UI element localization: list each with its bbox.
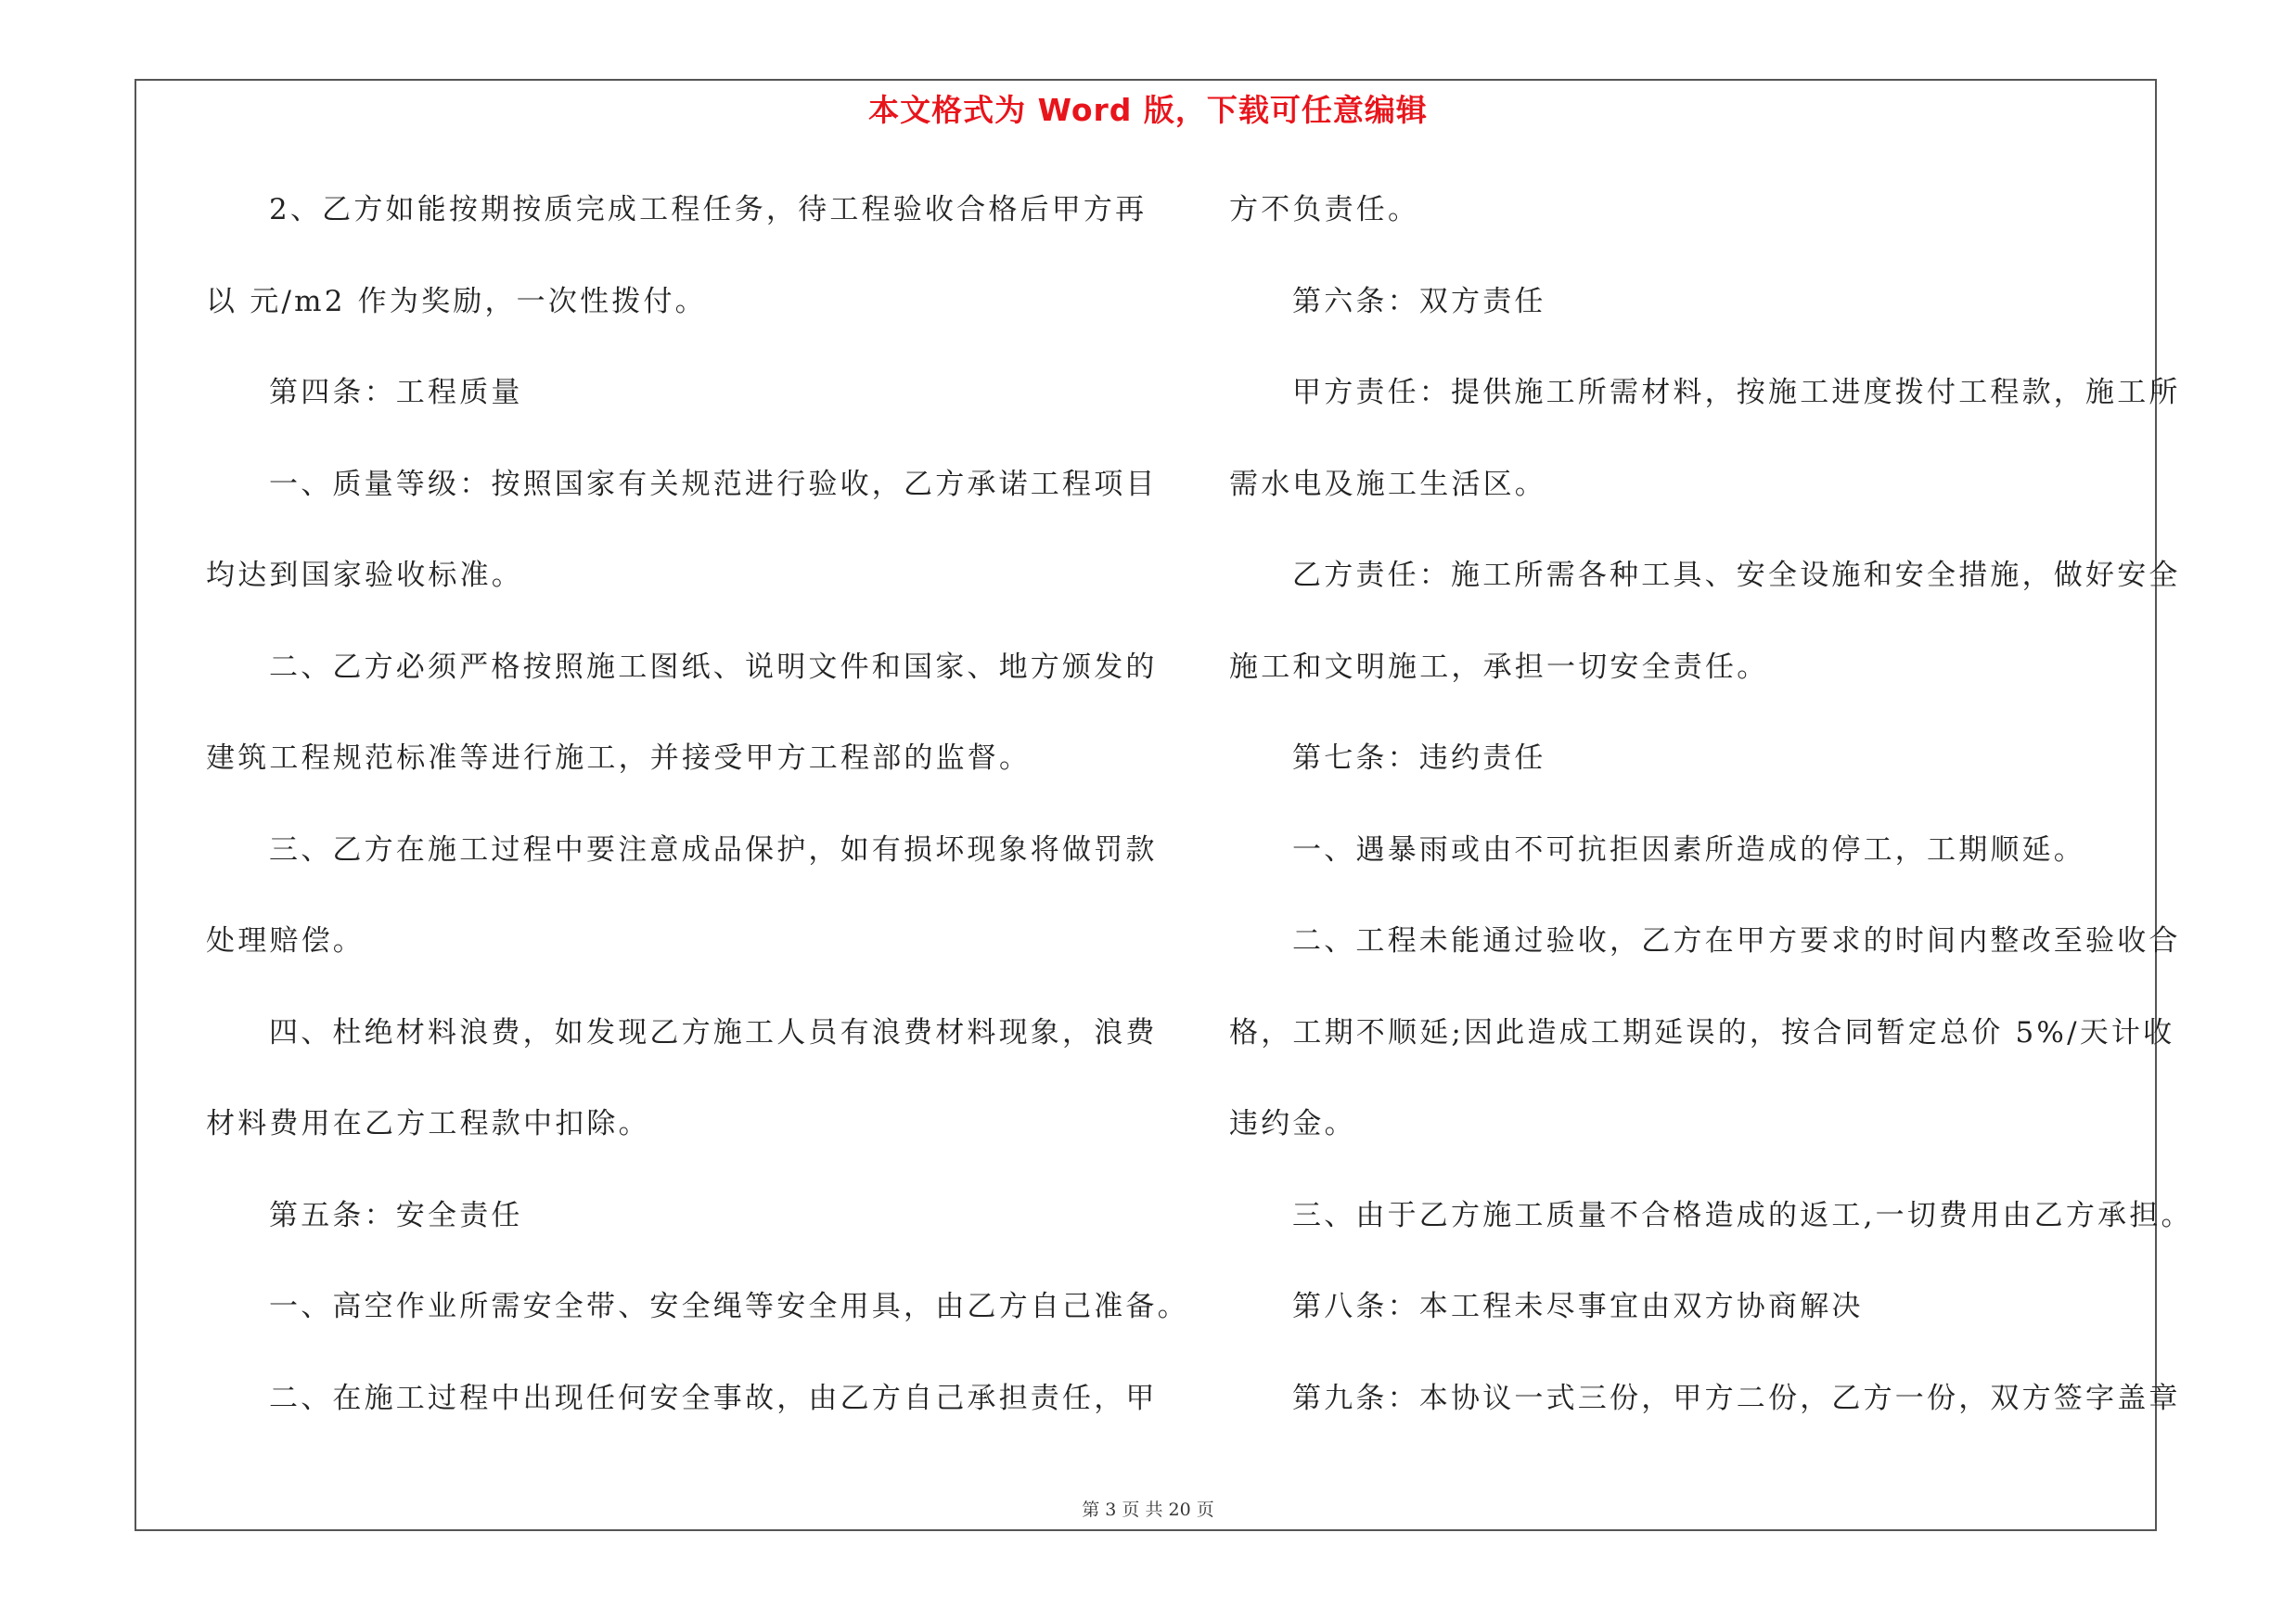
article-heading: 第四条：工程质量 (269, 376, 523, 409)
body-line: 二、工程未能通过验收，乙方在甲方要求的时间内整改至验收合 (1292, 924, 2181, 958)
body-line: 乙方责任：施工所需各种工具、安全设施和安全措施，做好安全 (1292, 559, 2181, 592)
body-line: 格，工期不顺延;因此造成工期延误的，按合同暂定总价 5%/天计收 (1229, 1015, 2175, 1050)
page-number: 第 3 页 共 20 页 (1082, 1500, 1214, 1520)
body-line: 2、乙方如能按期按质完成工程任务，待工程验收合格后甲方再 (269, 193, 1148, 226)
article-heading: 第六条：双方责任 (1292, 284, 1546, 318)
body-line: 三、乙方在施工过程中要注意成品保护，如有损坏现象将做罚款 (269, 832, 1158, 867)
body-line: 二、乙方必须严格按照施工图纸、说明文件和国家、地方颁发的 (269, 650, 1158, 684)
body-line: 一、质量等级：按照国家有关规范进行验收，乙方承诺工程项目 (269, 467, 1158, 501)
body-line: 以 元/m2 作为奖励，一次性拨付。 (206, 284, 707, 318)
body-line: 二、在施工过程中出现任何安全事故，由乙方自己承担责任，甲 (269, 1381, 1158, 1415)
body-line: 一、遇暴雨或由不可抗拒因素所造成的停工，工期顺延。 (1292, 832, 2085, 867)
format-banner: 本文格式为 Word 版，下载可任意编辑 (868, 92, 1428, 128)
article-heading: 第九条：本协议一式三份，甲方二份，乙方一份，双方签字盖章 (1292, 1381, 2181, 1415)
body-line: 违约金。 (1229, 1107, 1356, 1140)
article-heading: 第五条：安全责任 (269, 1198, 523, 1232)
body-line: 一、高空作业所需安全带、安全绳等安全用具，由乙方自己准备。 (269, 1290, 1189, 1323)
body-line: 处理赔偿。 (206, 924, 365, 958)
body-line: 方不负责任。 (1229, 193, 1420, 226)
left-column (206, 182, 1189, 1462)
body-line: 四、杜绝材料浪费，如发现乙方施工人员有浪费材料现象，浪费 (269, 1015, 1158, 1050)
article-heading: 第七条：违约责任 (1292, 741, 1546, 775)
body-line: 施工和文明施工，承担一切安全责任。 (1229, 650, 1769, 684)
body-line: 需水电及施工生活区。 (1229, 467, 1546, 501)
article-heading: 第八条：本工程未尽事宜由双方协商解决 (1292, 1290, 1864, 1323)
body-line: 三、由于乙方施工质量不合格造成的返工,一切费用由乙方承担。 (1292, 1198, 2193, 1232)
body-line: 均达到国家验收标准。 (206, 559, 523, 592)
body-line: 建筑工程规范标准等进行施工，并接受甲方工程部的监督。 (206, 741, 1032, 775)
right-column (1229, 182, 2193, 1462)
body-line: 甲方责任：提供施工所需材料，按施工进度拨付工程款，施工所 (1292, 376, 2181, 409)
body-line: 材料费用在乙方工程款中扣除。 (206, 1107, 650, 1140)
